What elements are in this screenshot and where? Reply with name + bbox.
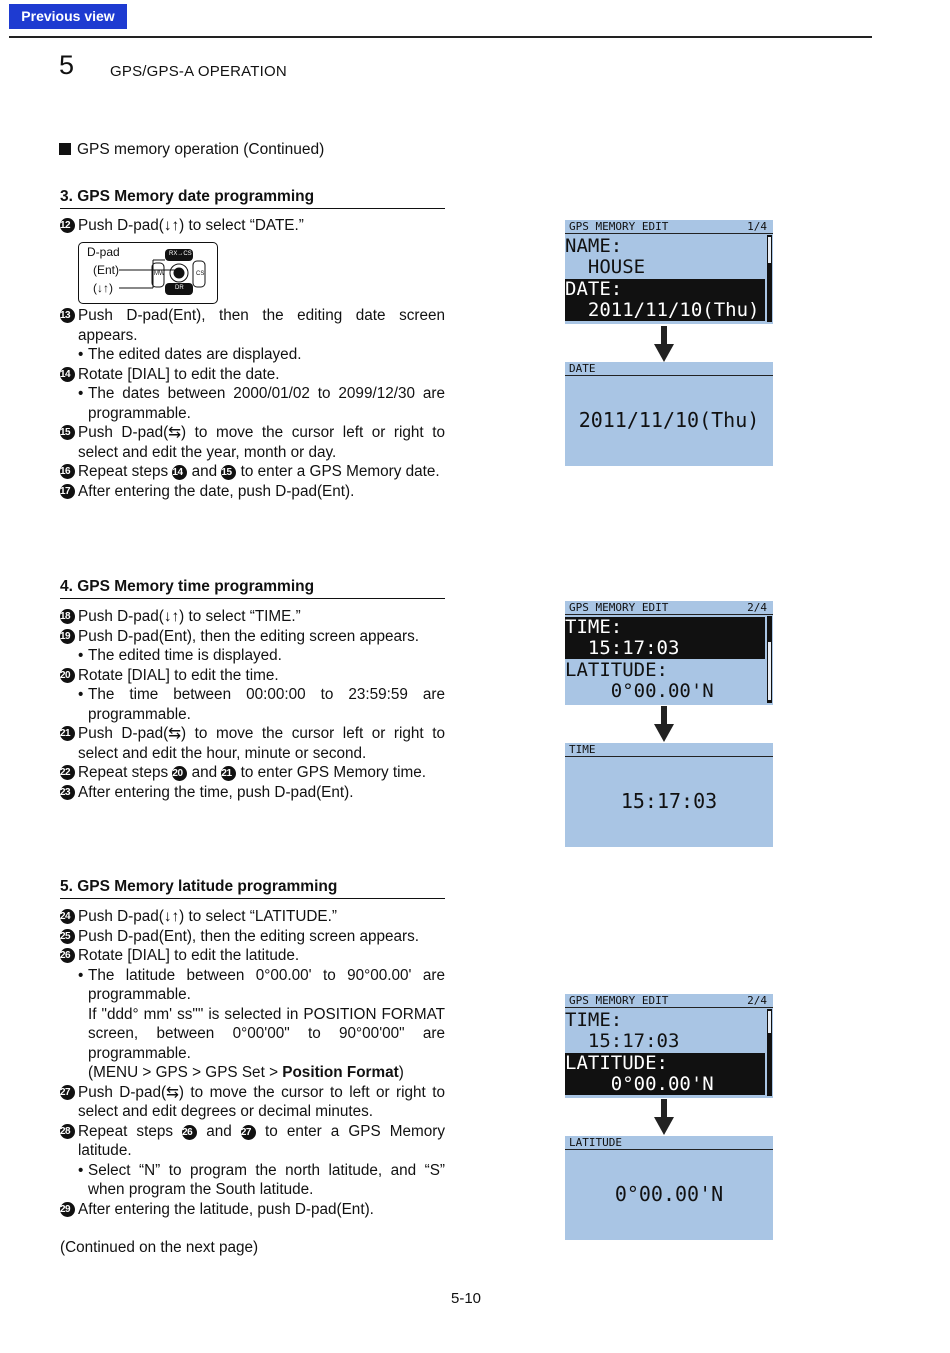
dpad-cs-label: CS	[196, 271, 205, 277]
lcd-row: 0°00.00'N	[565, 680, 714, 702]
lcd-header: GPS MEMORY EDIT	[569, 994, 669, 1007]
step-ref-icon: 15	[221, 465, 236, 480]
step-text: to enter a GPS Memory latitude.	[78, 1122, 446, 1159]
dpad-diagram	[78, 242, 218, 304]
continued-note: (Continued on the next page)	[60, 1239, 259, 1256]
lcd-header: GPS MEMORY EDIT	[569, 220, 669, 233]
lcd-row: NAME:	[565, 235, 623, 257]
step-number-icon: 20	[60, 668, 75, 683]
lcd-date	[565, 362, 773, 466]
step-number-icon: 26	[60, 948, 75, 963]
lcd-row: TIME:	[565, 1009, 623, 1031]
step-text: Push D-pad(↓↑) to select “LATITUDE.”	[78, 908, 337, 925]
dpad-ent-label: (Ent)	[93, 263, 120, 277]
step-number-icon: 13	[60, 308, 75, 323]
lcd-scrollbar	[767, 616, 772, 703]
lcd-header: LATITUDE	[569, 1136, 622, 1149]
step-number-icon: 24	[60, 909, 75, 924]
step-text: Push D-pad(⇆) to move the cursor left or right to select and edit the year, month or day.	[78, 424, 445, 461]
lcd-page: 2/4	[747, 994, 767, 1007]
lcd-header: GPS MEMORY EDIT	[569, 601, 669, 614]
lcd-page: 1/4	[747, 220, 767, 233]
step-number-icon: 25	[60, 929, 75, 944]
step-text: After entering the time, push D-pad(Ent).	[78, 783, 354, 801]
lcd-row: 15:17:03	[565, 1030, 680, 1052]
step-ref-icon: 20	[172, 766, 187, 781]
step-number-icon: 16	[60, 464, 75, 479]
page-number: 5-10	[450, 1290, 482, 1307]
square-bullet-icon	[59, 143, 71, 155]
bullet-text: • Select “N” to program the north latitude, and “S” when program the South latitude.	[60, 1161, 445, 1200]
step-text: After entering the date, push D-pad(Ent).	[78, 482, 355, 500]
step-text: Rotate [DIAL] to edit the latitude.	[78, 947, 300, 964]
latitude-steps	[60, 907, 445, 1258]
lcd-latitude	[565, 1136, 773, 1240]
lcd-value: 0°00.00'N	[614, 1182, 724, 1206]
lcd-row: HOUSE	[565, 256, 646, 278]
bullet-text: • The time between 00:00:00 to 23:59:59 are programmable.	[60, 685, 445, 724]
step-number-icon: 21	[60, 726, 75, 741]
step-text: Push D-pad(Ent), then the editing screen appears.	[78, 627, 419, 645]
down-arrow-icon	[654, 1099, 674, 1135]
step-text: and	[191, 463, 218, 480]
step-ref-icon: 14	[172, 465, 187, 480]
step-number-icon: 17	[60, 484, 75, 499]
step-number-icon: 14	[60, 367, 75, 382]
previous-view-button[interactable]: Previous view	[9, 4, 127, 29]
menu-path-text: (MENU > GPS > GPS Set >	[88, 1064, 283, 1081]
lcd-row-selected: DATE:	[565, 279, 765, 300]
lcd-gps-memory-edit-1	[565, 220, 773, 324]
step-number-icon: 23	[60, 785, 75, 800]
lcd-scrollbar	[767, 235, 772, 322]
step-text: Repeat steps	[78, 1122, 173, 1140]
dpad-mw-label: MW	[154, 271, 165, 277]
step-text: to enter a GPS Memory date.	[240, 463, 440, 480]
bullet-text: • The dates between 2000/01/02 to 2099/12/30 are programmable.	[60, 384, 445, 423]
step-text: Rotate [DIAL] to edit the time.	[78, 666, 279, 684]
step-text: Push D-pad(↓↑) to select “DATE.”	[78, 217, 304, 234]
step-text: Push D-pad(⇆) to move the cursor left or right to select and edit the hour, minute or second.	[78, 725, 445, 762]
date-programming-heading: 3. GPS Memory date programming	[60, 188, 445, 209]
lcd-row-selected: 0°00.00'N	[565, 1074, 765, 1095]
lcd-time	[565, 743, 773, 847]
bullet-text: • The edited dates are displayed.	[60, 345, 445, 365]
lcd-header: TIME	[569, 743, 596, 756]
time-steps	[60, 607, 445, 802]
lcd-gps-memory-edit-3	[565, 994, 773, 1098]
down-arrow-icon	[654, 326, 674, 362]
latitude-programming-heading: 5. GPS Memory latitude programming	[60, 878, 445, 899]
bullet-text: If "ddd° mm' ss"" is selected in POSITION FORMAT screen, between 0°00'00" to 90°00'00" are programmable.	[88, 1005, 445, 1062]
lcd-scrollbar	[767, 1009, 772, 1096]
section-title-text: GPS memory operation (Continued)	[77, 141, 325, 158]
step-text: Push D-pad(⇆) to move the cursor to left or right to select and edit degrees or decimal minutes.	[78, 1083, 445, 1120]
menu-path	[60, 1063, 445, 1083]
step-number-icon: 22	[60, 765, 75, 780]
date-step-12	[60, 216, 445, 236]
step-text: After entering the latitude, push D-pad(Ent).	[78, 1200, 374, 1218]
lcd-row-selected: 15:17:03	[565, 638, 765, 659]
lcd-page: 2/4	[747, 601, 767, 614]
bullet-text: • The edited time is displayed.	[60, 646, 445, 666]
header-rule	[9, 36, 872, 38]
step-text: Push D-pad(Ent), then the editing screen appears.	[78, 927, 419, 945]
lcd-gps-memory-edit-2	[565, 601, 773, 705]
step-text: and	[206, 1122, 232, 1140]
step-text: Repeat steps	[78, 463, 169, 480]
step-text: and	[191, 764, 218, 781]
bullet-text: • The latitude between 0°00.00' to 90°00.00' are programmable.	[60, 966, 445, 1005]
lcd-value: 15:17:03	[620, 789, 718, 813]
step-text: Rotate [DIAL] to edit the date.	[78, 365, 280, 383]
lcd-row-selected: 2011/11/10(Thu)	[565, 300, 765, 321]
step-number-icon: 19	[60, 629, 75, 644]
dpad-rxcs-label: RX→CS	[169, 251, 192, 257]
lcd-row-selected: LATITUDE:	[565, 1053, 765, 1074]
dpad-title: D-pad	[87, 245, 120, 259]
lcd-header: DATE	[569, 362, 596, 375]
time-programming-heading: 4. GPS Memory time programming	[60, 578, 445, 599]
step-number-icon: 28	[60, 1124, 75, 1139]
step-ref-icon: 27	[241, 1125, 256, 1140]
step-ref-icon: 26	[182, 1125, 197, 1140]
lcd-row: LATITUDE:	[565, 659, 668, 681]
step-number-icon: 27	[60, 1085, 75, 1100]
menu-path-text: )	[398, 1064, 404, 1081]
step-number-icon: 29	[60, 1202, 75, 1217]
step-text: Push D-pad(Ent), then the editing date screen appears.	[78, 307, 445, 344]
step-ref-icon: 21	[221, 766, 236, 781]
chapter-title: GPS/GPS-A OPERATION	[110, 63, 287, 80]
lcd-value: 2011/11/10(Thu)	[578, 408, 760, 432]
menu-path-bold: Position Format	[282, 1064, 399, 1081]
date-steps	[60, 306, 445, 501]
dpad-updown-label: (↓↑)	[93, 281, 113, 295]
step-text: to enter GPS Memory time.	[240, 764, 426, 781]
lcd-row-selected: TIME:	[565, 617, 765, 638]
step-text: Repeat steps	[78, 764, 169, 781]
chapter-number: 5	[59, 50, 75, 80]
step-text: Push D-pad(↓↑) to select “TIME.”	[78, 608, 301, 625]
section-title	[59, 141, 324, 159]
step-number-icon: 18	[60, 609, 75, 624]
step-number-icon: 15	[60, 425, 75, 440]
step-number-icon: 12	[60, 218, 75, 233]
dpad-dr-label: DR	[175, 285, 184, 291]
down-arrow-icon	[654, 706, 674, 742]
